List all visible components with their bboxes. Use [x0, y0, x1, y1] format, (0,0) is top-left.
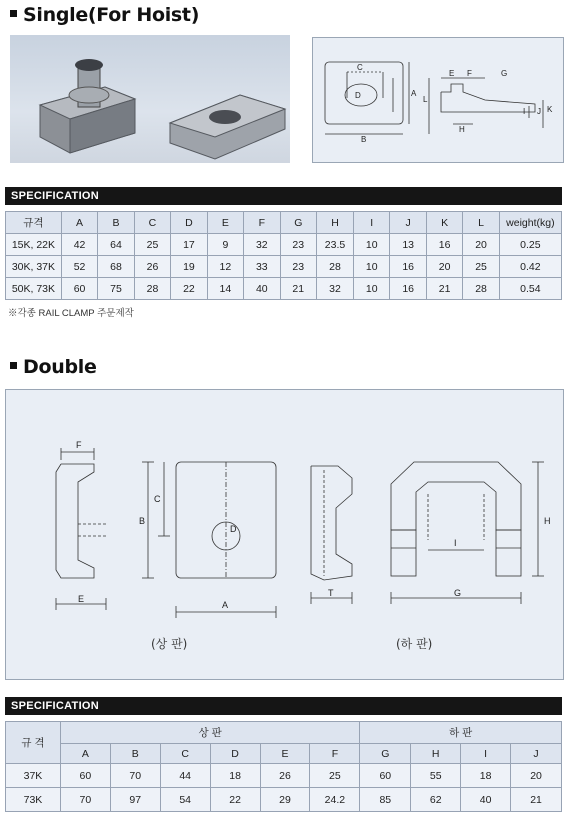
col-header: K: [426, 212, 462, 234]
double-label-t: T: [328, 588, 334, 598]
double-label-b: B: [139, 516, 146, 526]
table-cell: 10: [353, 234, 389, 256]
col-header: F: [244, 212, 280, 234]
table-row: [6, 788, 562, 812]
double-spec-bar: [5, 697, 562, 715]
single-label-k: K: [547, 105, 553, 114]
col-header: I: [461, 744, 511, 764]
table-cell: 68: [98, 256, 134, 278]
table-cell: 0.25: [499, 234, 561, 256]
col-header: 규격: [6, 212, 62, 234]
table-cell: 13: [390, 234, 426, 256]
table-cell: 20: [426, 256, 462, 278]
table-cell: 73K: [6, 788, 61, 812]
table-cell: 0.42: [499, 256, 561, 278]
single-spec-bar: [5, 187, 562, 205]
single-clamp-photo: [10, 35, 290, 163]
table-cell: 20: [511, 764, 562, 788]
table-cell: 10: [353, 256, 389, 278]
table-cell: 50K, 73K: [6, 278, 62, 300]
caption-lower-plate: (하 판): [396, 637, 433, 651]
table-cell: 64: [98, 234, 134, 256]
table-cell: 22: [210, 788, 260, 812]
col-header: G: [360, 744, 411, 764]
col-header: B: [98, 212, 134, 234]
col-header: L: [463, 212, 499, 234]
single-spec-table: [5, 211, 562, 300]
bullet-square-icon: [10, 362, 17, 369]
table-cell: 32: [244, 234, 280, 256]
single-label-e: E: [449, 69, 455, 78]
col-group-lower: 하 판: [360, 722, 562, 744]
table-cell: 17: [171, 234, 207, 256]
double-sub-header-row: [6, 744, 562, 764]
table-cell: 70: [60, 788, 110, 812]
single-label-f: F: [467, 69, 472, 78]
single-label-h: H: [459, 125, 465, 134]
table-cell: 21: [280, 278, 316, 300]
double-label-g: G: [454, 588, 462, 598]
col-header: D: [210, 744, 260, 764]
double-drawing-svg: [6, 390, 563, 679]
table-cell: 20: [463, 234, 499, 256]
col-header: B: [110, 744, 160, 764]
table-cell: 25: [310, 764, 360, 788]
single-title-text: Single(For Hoist): [23, 4, 200, 26]
single-header-row: [6, 212, 562, 234]
double-label-i: I: [454, 538, 457, 548]
col-header: E: [260, 744, 310, 764]
double-spec-table: [5, 721, 562, 812]
table-cell: 75: [98, 278, 134, 300]
col-header: weight(kg): [499, 212, 561, 234]
double-section-title: [10, 356, 97, 378]
table-cell: 70: [110, 764, 160, 788]
bullet-square-icon: [10, 10, 17, 17]
table-cell: 24.2: [310, 788, 360, 812]
table-cell: 25: [463, 256, 499, 278]
table-cell: 40: [244, 278, 280, 300]
table-cell: 12: [207, 256, 243, 278]
col-header: H: [317, 212, 354, 234]
single-label-j: J: [537, 107, 541, 116]
table-cell: 23: [280, 256, 316, 278]
table-cell: 42: [61, 234, 97, 256]
double-label-d: D: [230, 524, 237, 534]
table-cell: 44: [160, 764, 210, 788]
table-cell: 0.54: [499, 278, 561, 300]
double-label-a: A: [222, 600, 229, 610]
col-header: J: [511, 744, 562, 764]
col-group-upper: 상 판: [60, 722, 359, 744]
col-header: A: [61, 212, 97, 234]
table-cell: 25: [134, 234, 170, 256]
single-section-title: [10, 4, 199, 26]
double-group-header-row: [6, 722, 562, 744]
table-cell: 28: [317, 256, 354, 278]
table-cell: 60: [60, 764, 110, 788]
table-cell: 23.5: [317, 234, 354, 256]
double-dimension-drawing: [5, 389, 564, 680]
table-cell: 52: [61, 256, 97, 278]
col-header: D: [171, 212, 207, 234]
table-cell: 14: [207, 278, 243, 300]
double-spec-title: SPECIFICATION: [11, 700, 100, 712]
table-cell: 23: [280, 234, 316, 256]
double-title-text: Double: [23, 356, 97, 378]
table-cell: 85: [360, 788, 411, 812]
single-dimension-drawing: [312, 37, 564, 163]
single-drawing-svg: [313, 38, 563, 162]
table-cell: 22: [171, 278, 207, 300]
col-header: C: [160, 744, 210, 764]
table-cell: 26: [134, 256, 170, 278]
table-cell: 18: [210, 764, 260, 788]
single-label-i: I: [523, 107, 526, 116]
col-header: C: [134, 212, 170, 234]
double-label-f: F: [76, 440, 82, 450]
single-label-l: L: [423, 95, 428, 104]
col-header: A: [60, 744, 110, 764]
table-row: [6, 278, 562, 300]
table-cell: 19: [171, 256, 207, 278]
col-header: G: [280, 212, 316, 234]
table-row: [6, 234, 562, 256]
col-header-spec: 규 격: [6, 722, 61, 764]
col-header: J: [390, 212, 426, 234]
table-cell: 97: [110, 788, 160, 812]
table-cell: 10: [353, 278, 389, 300]
table-cell: 60: [360, 764, 411, 788]
table-cell: 28: [463, 278, 499, 300]
table-cell: 15K, 22K: [6, 234, 62, 256]
table-row: [6, 256, 562, 278]
single-spec-title: SPECIFICATION: [11, 190, 100, 202]
table-cell: 32: [317, 278, 354, 300]
single-label-d: D: [355, 91, 361, 100]
table-cell: 37K: [6, 764, 61, 788]
table-cell: 62: [411, 788, 461, 812]
table-cell: 9: [207, 234, 243, 256]
order-note: ※각종 RAIL CLAMP 주문제작: [8, 308, 134, 319]
single-label-b: B: [361, 135, 367, 144]
table-cell: 30K, 37K: [6, 256, 62, 278]
table-cell: 54: [160, 788, 210, 812]
table-cell: 26: [260, 764, 310, 788]
clamp-photo-illustration: [10, 35, 290, 163]
table-cell: 60: [61, 278, 97, 300]
table-cell: 29: [260, 788, 310, 812]
table-cell: 21: [511, 788, 562, 812]
table-cell: 16: [390, 256, 426, 278]
table-cell: 16: [426, 234, 462, 256]
table-cell: 28: [134, 278, 170, 300]
caption-upper-plate: (상 판): [151, 637, 188, 651]
col-header: H: [411, 744, 461, 764]
single-label-c: C: [357, 63, 363, 72]
table-cell: 21: [426, 278, 462, 300]
table-cell: 33: [244, 256, 280, 278]
single-label-g: G: [501, 69, 508, 78]
table-row: [6, 764, 562, 788]
table-cell: 16: [390, 278, 426, 300]
double-label-h: H: [544, 516, 551, 526]
double-label-e: E: [78, 594, 85, 604]
table-cell: 55: [411, 764, 461, 788]
table-cell: 40: [461, 788, 511, 812]
single-label-a: A: [411, 89, 417, 98]
col-header: I: [353, 212, 389, 234]
table-cell: 18: [461, 764, 511, 788]
double-label-c: C: [154, 494, 161, 504]
col-header: F: [310, 744, 360, 764]
col-header: E: [207, 212, 243, 234]
